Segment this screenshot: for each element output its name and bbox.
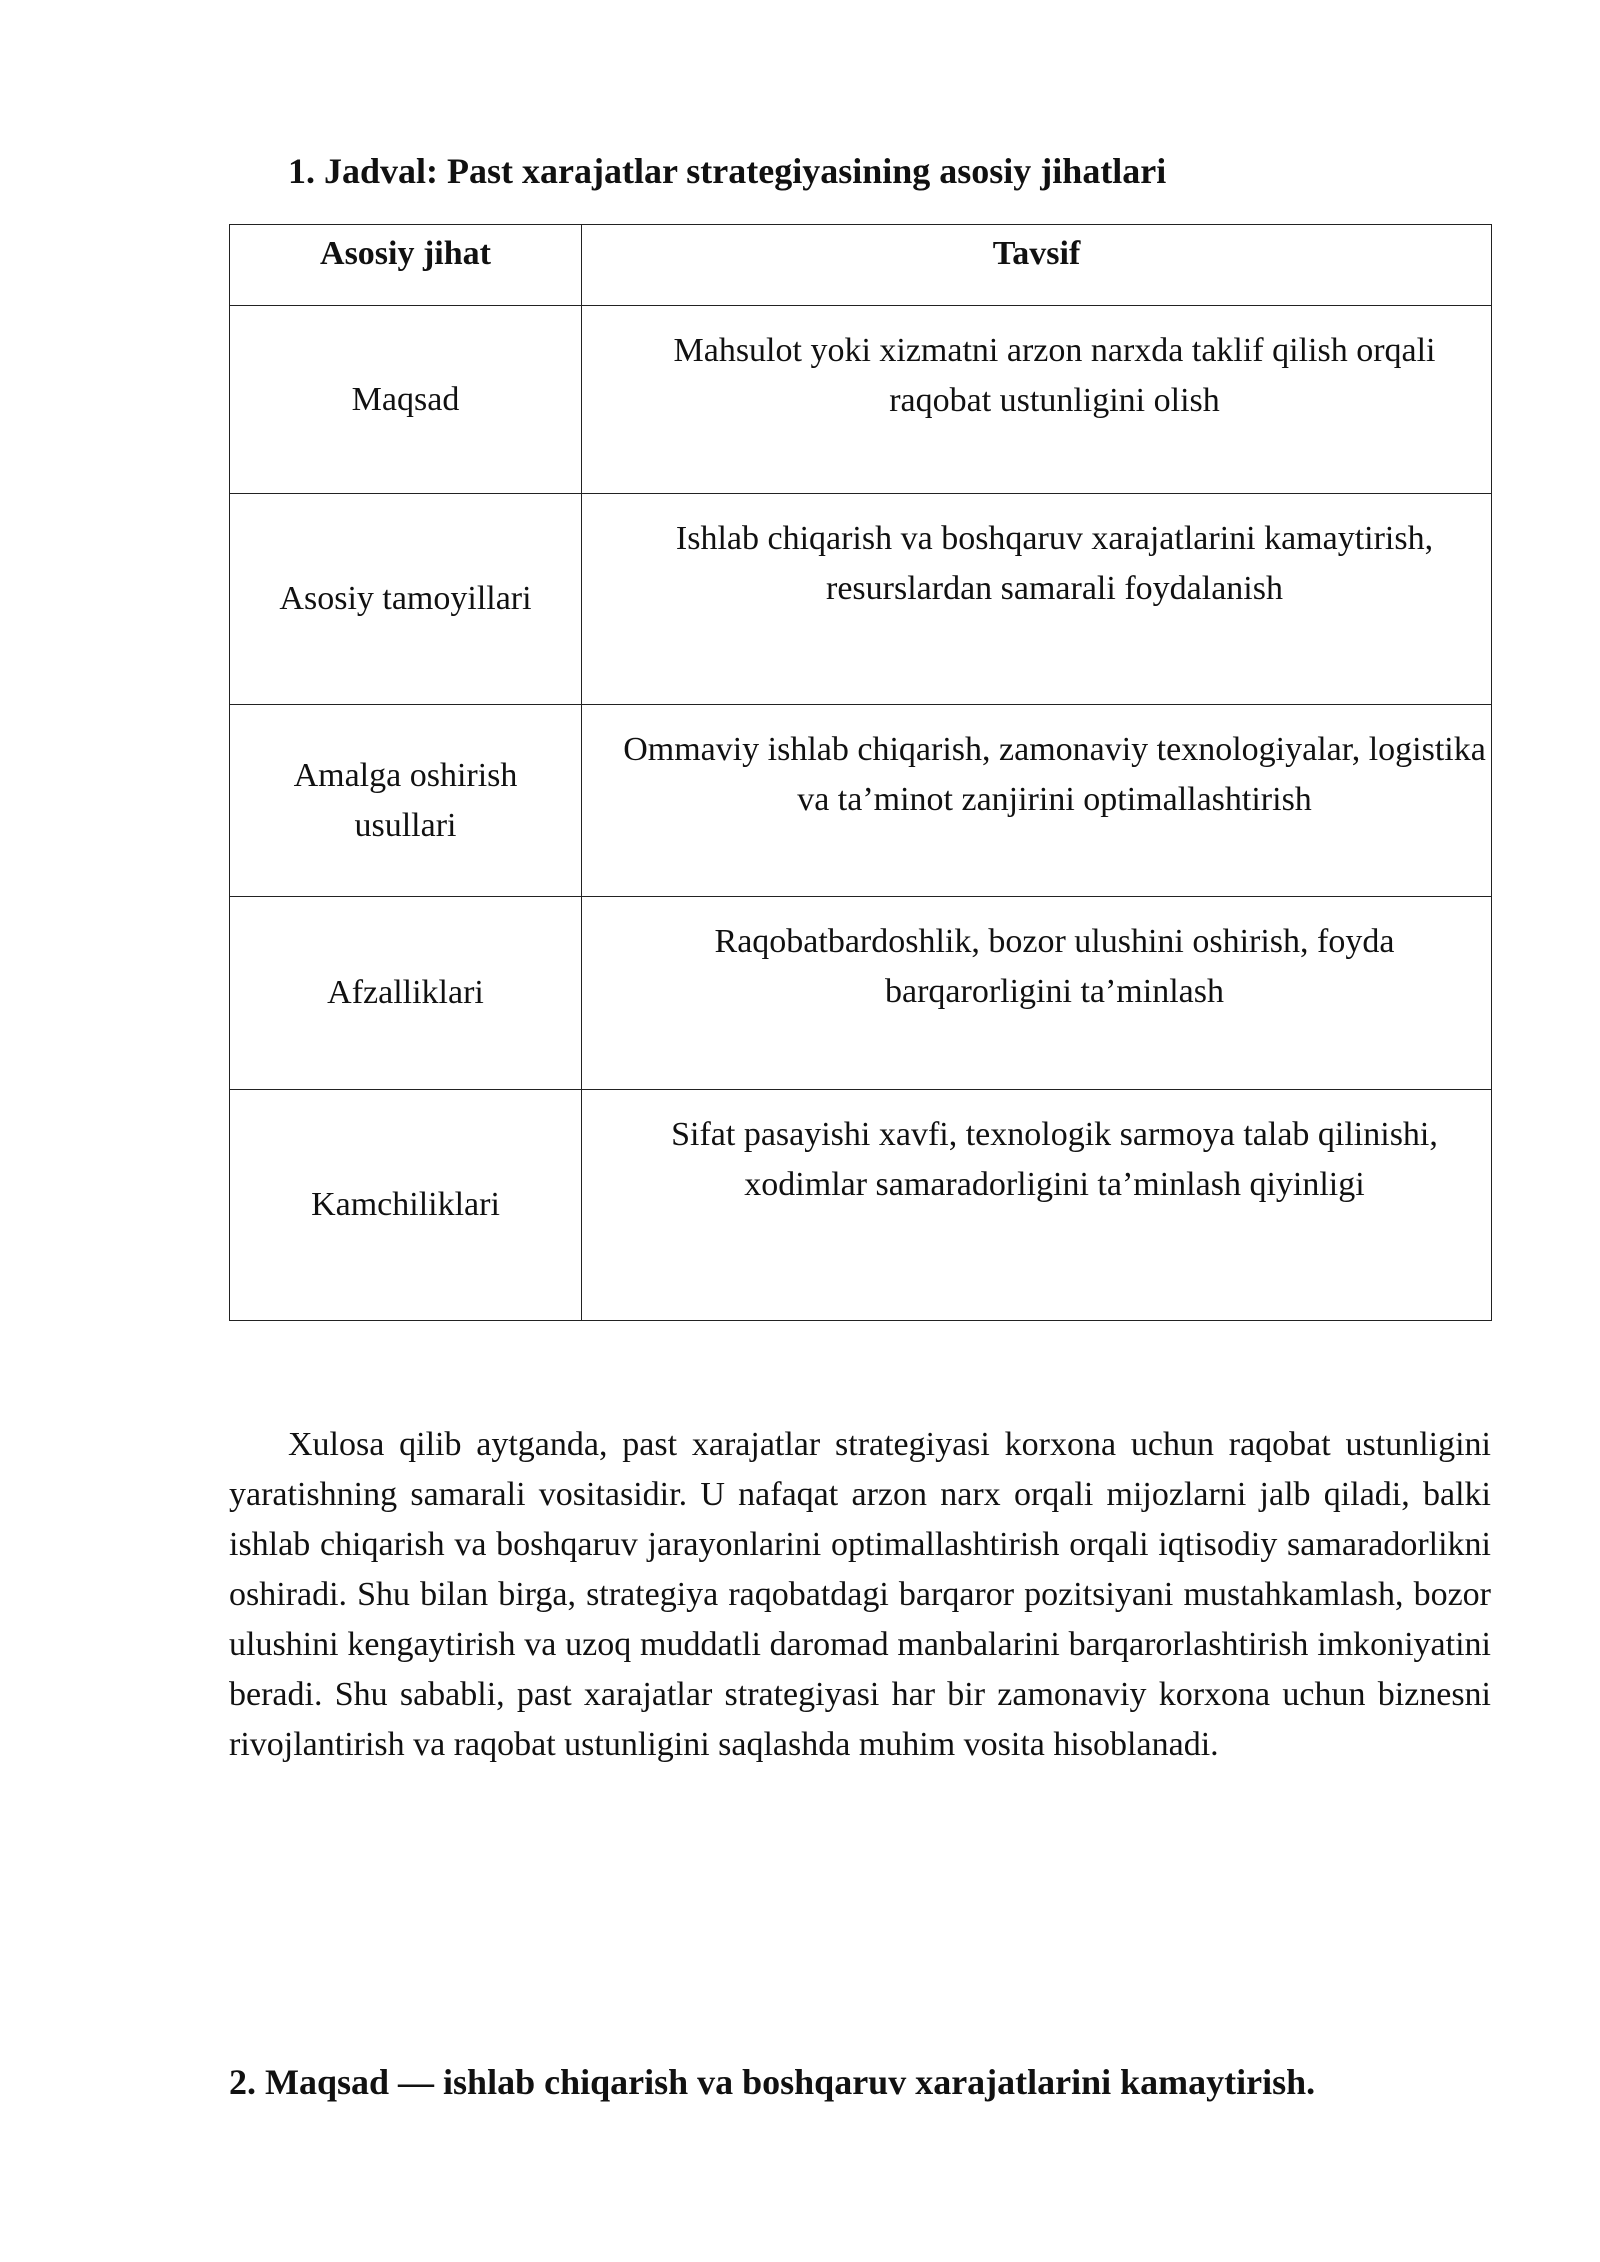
aspect-label: Asosiy tamoyillari xyxy=(279,580,532,617)
table-row xyxy=(230,1090,1492,1321)
description-cell: Mahsulot yoki xizmatni arzon narxda taklif qilish orqali raqobat ustunligini olish xyxy=(582,306,1492,494)
description-cell: Raqobatbardoshlik, bozor ulushini oshirish, foyda barqarorligini ta’minlash xyxy=(582,897,1492,1090)
table-row xyxy=(230,306,1492,494)
table-header-row xyxy=(230,225,1492,306)
column-header-description: Tavsif xyxy=(582,225,1492,306)
section-heading: 2. Maqsad — ishlab chiqarish va boshqaruv xarajatlarini kamaytirish. xyxy=(229,2062,1316,2102)
description-cell: Ommaviy ishlab chiqarish, zamonaviy texnologiyalar, logistika va ta’minot zanjirini optimallashtirish xyxy=(582,705,1492,897)
table-row xyxy=(230,494,1492,705)
table-row xyxy=(230,897,1492,1090)
aspect-label: Amalga oshirish usullari xyxy=(293,756,518,844)
aspect-cell xyxy=(230,1090,582,1321)
strategy-aspects-table xyxy=(229,224,1492,1321)
table-caption: 1. Jadval: Past xarajatlar strategiyasining asosiy jihatlari xyxy=(288,151,1167,191)
description-cell: Ishlab chiqarish va boshqaruv xarajatlarini kamaytirish, resurslardan samarali foydalanish xyxy=(582,494,1492,705)
column-header-aspect: Asosiy jihat xyxy=(230,225,582,306)
aspect-cell xyxy=(230,306,582,494)
conclusion-paragraph: Xulosa qilib aytganda, past xarajatlar strategiyasi korxona uchun raqobat ustunligini yaratishning samarali vositasidir. U nafaqat arzon narx orqali mijozlarni jalb qiladi, balki ishlab chiqarish va boshqaruv jarayonlarini optimallashtirish orqali iqtisodiy samaradorlikni oshiradi. Shu bilan birga, strategiya raqobatdagi barqaror pozitsiyani mustahkamlash, bozor ulushini kengaytirish va uzoq muddatli daromad manbalarini barqarorlashtirish imkoniyatini beradi. Shu sababli, past xarajatlar strategiyasi har bir zamonaviy korxona uchun biznesni rivojlantirish va raqobat ustunligini saqlashda muhim vosita hisoblanadi. xyxy=(229,1426,1491,1763)
aspect-cell xyxy=(230,494,582,705)
description-cell: Sifat pasayishi xavfi, texnologik sarmoya talab qilinishi, xodimlar samaradorligini ta’minlash qiyinligi xyxy=(582,1090,1492,1321)
aspect-label: Maqsad xyxy=(351,380,460,418)
table-row xyxy=(230,705,1492,897)
aspect-label: Kamchiliklari xyxy=(311,1186,500,1223)
aspect-cell xyxy=(230,897,582,1090)
aspect-label: Afzalliklari xyxy=(327,974,484,1011)
aspect-cell xyxy=(230,705,582,897)
